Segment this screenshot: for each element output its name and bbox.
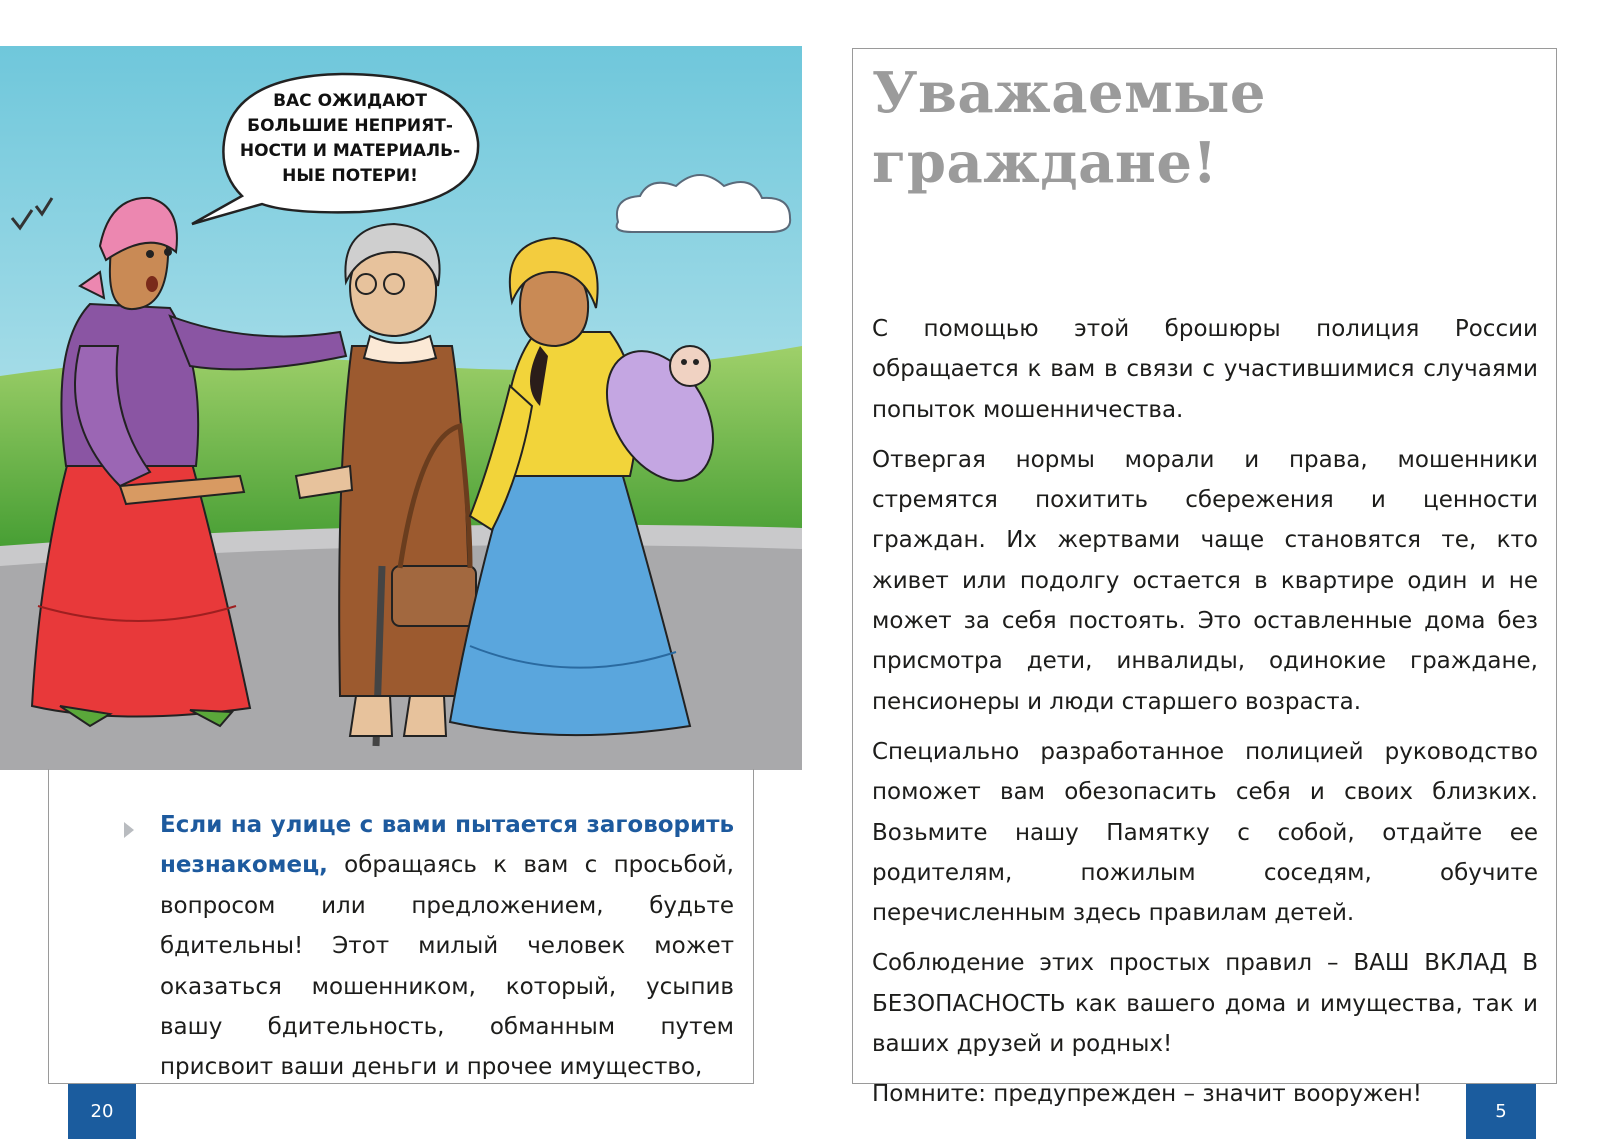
title-line-1: Уважаемые bbox=[872, 60, 1267, 126]
page-number-left: 20 bbox=[68, 1084, 136, 1139]
left-rest: обращаясь к вам с просьбой, вопросом или предложением, будьте бдительны! Этот милый человек может оказаться мошенником, который, усыпив вашу бдительность, обманным путем присвоит ваши деньги и прочее имущество, bbox=[160, 852, 734, 1081]
paragraph-2: Отвергая нормы морали и права, мошенники стремятся похитить сбережения и ценности граждан. Их жертвами чаще становятся те, кто живет или подолгу остается в квартире один и не может за себя постоять. Это оставленные дома без присмотра дети, инвалиды, одинокие граждане, пенсионеры и люди старшего возраста. bbox=[872, 446, 1538, 715]
paragraph-1: С помощью этой брошюры полиция России обращается к вам в связи с участившимися случаями попыток мошенничества. bbox=[872, 316, 1538, 423]
speech-line-1: ВАС ОЖИДАЮТ bbox=[273, 91, 427, 111]
left-highlight: Если на улице с вами пытается заговорить незнакомец, bbox=[160, 812, 734, 879]
speech-line-3: НОСТИ И МАТЕРИАЛЬ- bbox=[239, 141, 461, 161]
cartoon-illustration bbox=[0, 46, 802, 770]
speech-line-2: БОЛЬШИЕ НЕПРИЯТ- bbox=[247, 116, 453, 136]
paragraph-5: Помните: предупрежден – значит вооружен! bbox=[872, 1081, 1422, 1108]
paragraph-3: Специально разработанное полицией руководство поможет вам обезопасить себя и своих близких. Возьмите нашу Памятку с собой, отдайте ее родителям, пожилым соседям, обучите перечисленным здесь правилам детей. bbox=[872, 738, 1538, 927]
paragraph-4: Соблюдение этих простых правил – ВАШ ВКЛАД В БЕЗОПАСНОСТЬ как вашего дома и имущества, так и ваших друзей и родных! bbox=[872, 950, 1538, 1058]
speech-line-4: НЫЕ ПОТЕРИ! bbox=[282, 166, 418, 186]
right-body bbox=[872, 309, 1538, 1125]
left-paragraph bbox=[160, 805, 734, 1088]
bullet-arrow-icon bbox=[124, 822, 134, 838]
page-title bbox=[872, 58, 1512, 198]
title-line-2: граждане! bbox=[872, 130, 1218, 196]
page-number-right: 5 bbox=[1466, 1084, 1536, 1139]
